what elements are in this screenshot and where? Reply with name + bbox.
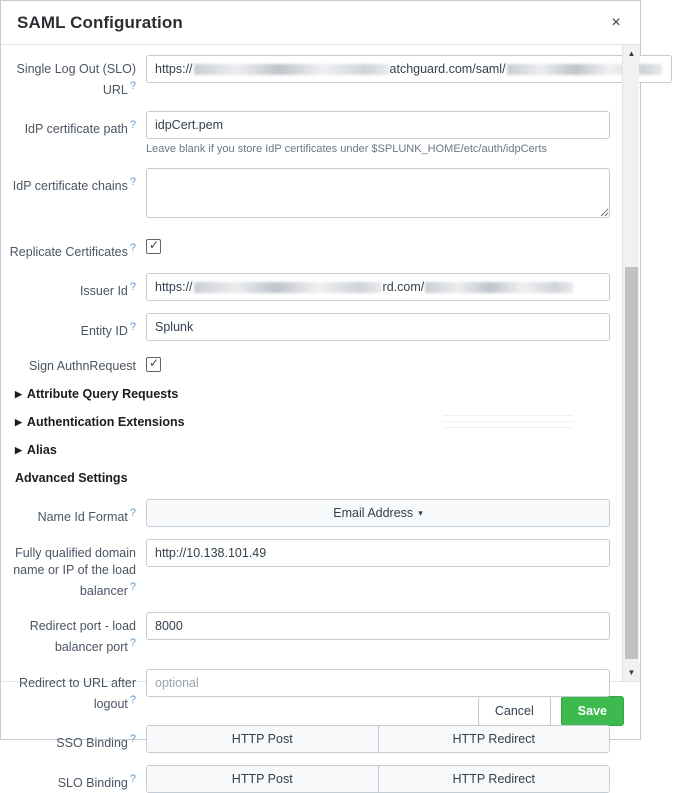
page-title: SAML Configuration: [17, 12, 183, 32]
field-label-redirect-url-after-logout: [1, 669, 146, 713]
cancel-button[interactable]: Cancel: [478, 696, 551, 726]
redacted-block: [194, 282, 382, 293]
help-icon[interactable]: ?: [129, 321, 136, 334]
help-icon[interactable]: ?: [129, 772, 136, 785]
help-icon[interactable]: ?: [129, 119, 136, 132]
slo-binding-option-http-redirect[interactable]: HTTP Redirect: [378, 766, 610, 792]
dropdown-selected-value: Email Address: [333, 506, 414, 521]
field-row-name-id-format: [1, 499, 618, 527]
field-control-idp-certificate-chains: [146, 168, 618, 223]
help-icon[interactable]: ?: [129, 80, 136, 92]
idp-certificate-chains-textarea[interactable]: [146, 168, 610, 218]
url-middle: atchguard.com/saml/: [389, 62, 506, 76]
field-control-redirect-url-after-logout: [146, 669, 618, 697]
load-balancer-fqdn-input[interactable]: [146, 539, 610, 567]
field-control-entity-id: [146, 313, 618, 341]
field-label-text: Name Id Format: [37, 510, 128, 525]
save-button[interactable]: Save: [561, 696, 624, 726]
field-label-replicate-certificates: [1, 235, 146, 261]
chevron-right-icon: ▶: [15, 444, 22, 455]
field-row-redirect-url-after-logout: [1, 669, 618, 713]
vertical-scrollbar[interactable]: [622, 45, 639, 681]
field-label-slo-url: [1, 55, 146, 99]
section-label: Authentication Extensions: [26, 415, 185, 430]
field-control-slo-url: [146, 55, 680, 83]
sign-authnrequest-checkbox[interactable]: [146, 357, 161, 372]
entity-id-input[interactable]: [146, 313, 610, 341]
field-control-slo-binding: [146, 765, 618, 793]
section-label: Attribute Query Requests: [26, 387, 179, 402]
field-label-redirect-port: [1, 612, 146, 656]
sso-binding-option-http-post[interactable]: HTTP Post: [147, 726, 378, 752]
field-control-issuer-id: [146, 273, 618, 301]
scroll-up-arrow-icon[interactable]: ▲: [623, 45, 640, 62]
field-label-idp-certificate-path: [1, 111, 146, 138]
help-icon[interactable]: ?: [129, 176, 136, 189]
redirect-port-input[interactable]: [146, 612, 610, 640]
field-label-text: Replicate Certificates: [9, 245, 128, 260]
field-label-text: Redirect to URL after logout: [19, 675, 136, 711]
field-label-sign-authnrequest: [1, 353, 146, 375]
help-icon[interactable]: ?: [129, 581, 136, 594]
field-label-name-id-format: [1, 499, 146, 526]
chevron-down-icon: ▾: [418, 507, 423, 518]
field-row-entity-id: [1, 313, 618, 341]
section-authentication-extensions[interactable]: [15, 415, 618, 429]
masked-url-value: [155, 56, 663, 82]
help-icon[interactable]: ?: [129, 242, 136, 255]
field-label-issuer-id: [1, 273, 146, 300]
field-row-issuer-id: [1, 273, 618, 301]
chevron-right-icon: ▶: [15, 416, 22, 427]
section-attribute-query-requests[interactable]: [15, 387, 618, 401]
scrollbar-thumb[interactable]: [625, 267, 638, 659]
field-label-entity-id: [1, 313, 146, 340]
field-row-sign-authnrequest: [1, 353, 618, 375]
field-row-idp-certificate-chains: [1, 168, 618, 223]
url-middle: rd.com/: [382, 280, 425, 295]
field-row-idp-certificate-path: [1, 111, 618, 156]
field-label-text: IdP certificate path: [24, 122, 128, 137]
field-row-redirect-port: [1, 612, 618, 656]
field-control-sign-authnrequest: [146, 353, 618, 372]
help-icon[interactable]: ?: [129, 281, 136, 294]
field-label-idp-certificate-chains: [1, 168, 146, 195]
close-icon[interactable]: ×: [611, 14, 621, 31]
sso-binding-option-http-redirect[interactable]: HTTP Redirect: [378, 726, 610, 752]
redacted-block: [194, 64, 389, 75]
redacted-block: [425, 282, 573, 293]
dialog-header: [1, 1, 640, 45]
help-icon[interactable]: ?: [129, 507, 136, 520]
field-label-text: Issuer Id: [79, 284, 128, 299]
checkmark-icon: ✓: [149, 238, 160, 253]
field-control-replicate-certificates: [146, 235, 618, 254]
advanced-settings-heading: Advanced Settings: [15, 471, 128, 486]
field-label-text: SSO Binding: [56, 735, 128, 750]
issuer-id-input[interactable]: [146, 273, 610, 301]
field-control-idp-certificate-path: [146, 111, 618, 156]
field-label-load-balancer-fqdn: [1, 539, 146, 600]
field-row-load-balancer-fqdn: [1, 539, 618, 600]
field-label-text: IdP certificate chains: [12, 179, 128, 194]
url-prefix: https://: [155, 280, 193, 295]
chevron-right-icon: ▶: [15, 388, 22, 399]
idp-certificate-path-input[interactable]: [146, 111, 610, 139]
field-row-slo-binding: [1, 765, 618, 793]
field-label-slo-binding: [1, 765, 146, 792]
field-row-sso-binding: [1, 725, 618, 753]
help-icon[interactable]: ?: [129, 693, 136, 706]
field-label-text: Redirect port - load balancer port: [29, 619, 136, 655]
section-label: Alias: [26, 443, 57, 458]
slo-binding-option-http-post[interactable]: HTTP Post: [147, 766, 378, 792]
field-control-name-id-format: [146, 499, 618, 527]
help-icon[interactable]: ?: [129, 637, 136, 650]
field-label-text: Entity ID: [80, 324, 128, 339]
url-prefix: https://: [155, 62, 193, 76]
field-row-slo-url: [1, 55, 618, 99]
field-label-text: Fully qualified domain name or IP of the load balancer: [13, 546, 136, 599]
field-label-text: Single Log Out (SLO) URL: [16, 62, 136, 98]
checkmark-icon: ✓: [149, 356, 160, 371]
name-id-format-dropdown[interactable]: [146, 499, 610, 527]
field-control-load-balancer-fqdn: [146, 539, 618, 567]
slo-binding-segmented-control: [146, 765, 610, 793]
field-control-redirect-port: [146, 612, 618, 640]
sso-binding-segmented-control: [146, 725, 610, 753]
section-alias[interactable]: [15, 443, 618, 457]
idp-certificate-path-help-text: Leave blank if you store IdP certificates under $SPLUNK_HOME/etc/auth/idpCerts: [146, 143, 547, 156]
field-row-replicate-certificates: [1, 235, 618, 261]
redirect-url-after-logout-input[interactable]: [146, 669, 610, 697]
field-label-text: Sign AuthnRequest: [28, 359, 136, 374]
help-icon[interactable]: ?: [129, 732, 136, 745]
replicate-certificates-checkbox[interactable]: [146, 239, 161, 254]
scroll-down-arrow-icon[interactable]: ▼: [623, 664, 640, 681]
slo-url-input[interactable]: [146, 55, 672, 83]
masked-url-value: [155, 274, 601, 300]
field-label-sso-binding: [1, 725, 146, 752]
field-control-sso-binding: [146, 725, 618, 753]
field-label-text: SLO Binding: [57, 775, 128, 790]
